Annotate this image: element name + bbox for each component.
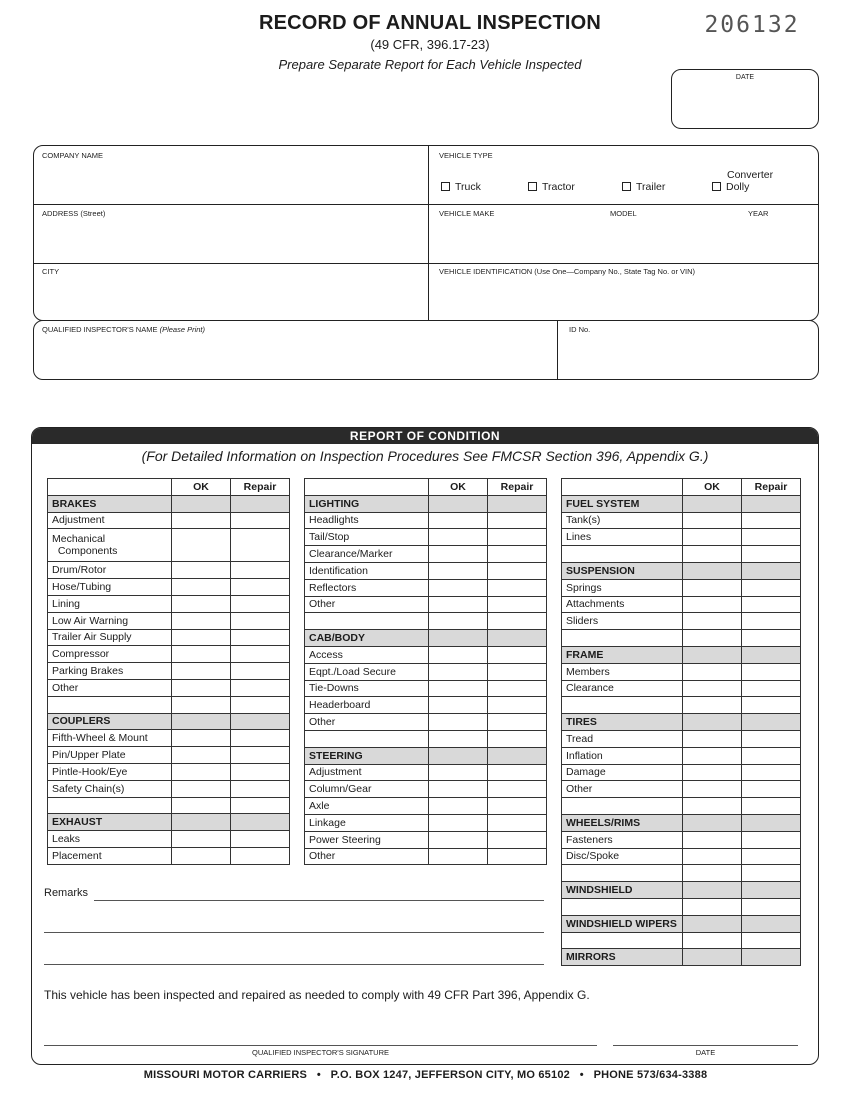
form-title: RECORD OF ANNUAL INSPECTION [258, 12, 602, 34]
inspector-section [33, 320, 819, 380]
item-label: Clearance/Marker [305, 546, 429, 563]
footer-org: MISSOURI MOTOR CARRIERS [143, 1069, 308, 1081]
sign-date-label: DATE [695, 1048, 716, 1057]
section-wheels-rims: WHEELS/RIMS [562, 814, 683, 831]
repair-cell[interactable] [742, 747, 801, 764]
ok-cell[interactable] [172, 679, 231, 696]
ok-header: OK [683, 479, 742, 496]
ok-cell[interactable] [429, 831, 488, 848]
checkbox-truck[interactable]: Truck [441, 181, 481, 193]
section-fuel-system: FUEL SYSTEM [562, 495, 683, 512]
signature-line[interactable] [44, 1045, 597, 1046]
repair-cell[interactable] [488, 680, 547, 697]
ok-cell[interactable] [429, 680, 488, 697]
item-label: Tie-Downs [305, 680, 429, 697]
ok-cell[interactable] [683, 781, 742, 798]
ok-cell[interactable] [683, 613, 742, 630]
item-label: Fifth-Wheel & Mount [48, 730, 172, 747]
serial-number: 206132 [704, 12, 800, 38]
item-label: Pin/Upper Plate [48, 747, 172, 764]
item-label: Tail/Stop [305, 529, 429, 546]
repair-header: Repair [231, 479, 290, 496]
repair-cell[interactable] [231, 612, 290, 629]
company-name-field[interactable] [36, 160, 426, 202]
item-label: Lines [562, 529, 683, 546]
ok-cell[interactable] [683, 764, 742, 781]
item-label: Sliders [562, 613, 683, 630]
repair-cell[interactable] [742, 730, 801, 747]
ok-cell[interactable] [683, 579, 742, 596]
repair-cell[interactable] [742, 663, 801, 680]
repair-cell[interactable] [231, 730, 290, 747]
ok-cell[interactable] [172, 595, 231, 612]
repair-cell[interactable] [231, 679, 290, 696]
ok-cell[interactable] [683, 747, 742, 764]
item-label: Lining [48, 595, 172, 612]
item-label: Other [562, 781, 683, 798]
ok-cell[interactable] [429, 596, 488, 613]
repair-cell[interactable] [742, 596, 801, 613]
checkbox-tractor[interactable]: Tractor [528, 181, 575, 193]
address-label: ADDRESS (Street) [42, 209, 106, 218]
ok-cell[interactable] [172, 629, 231, 646]
report-of-condition-section [31, 427, 819, 1065]
ok-cell[interactable] [429, 764, 488, 781]
item-label: Mechanical Components [48, 529, 172, 562]
date-label: DATE [735, 74, 755, 81]
ok-cell[interactable] [172, 763, 231, 780]
vehicle-make-model-year-field[interactable] [430, 218, 816, 260]
repair-cell[interactable] [488, 697, 547, 714]
ok-cell[interactable] [683, 529, 742, 546]
ok-cell[interactable] [683, 512, 742, 529]
section-steering: STEERING [305, 747, 429, 764]
repair-cell[interactable] [231, 763, 290, 780]
item-label: Damage [562, 764, 683, 781]
ok-cell[interactable] [683, 663, 742, 680]
item-label: Placement [48, 847, 172, 864]
repair-cell[interactable] [231, 847, 290, 864]
repair-cell[interactable] [231, 512, 290, 529]
checkbox-dolly[interactable]: Dolly [712, 181, 749, 193]
item-label: Members [562, 663, 683, 680]
ok-cell[interactable] [172, 579, 231, 596]
ok-cell[interactable] [172, 847, 231, 864]
ok-cell[interactable] [172, 612, 231, 629]
section-lighting: LIGHTING [305, 495, 429, 512]
item-label: Other [48, 679, 172, 696]
vehicle-type-label: VEHICLE TYPE [439, 151, 493, 160]
repair-cell[interactable] [742, 882, 801, 899]
item-label: Identification [305, 562, 429, 579]
item-label: Power Steering [305, 831, 429, 848]
repair-cell[interactable] [488, 714, 547, 731]
converter-label: Converter [727, 169, 774, 181]
item-label: Inflation [562, 747, 683, 764]
repair-cell[interactable] [488, 831, 547, 848]
repair-cell[interactable] [231, 747, 290, 764]
ok-cell[interactable] [429, 529, 488, 546]
item-label: Hose/Tubing [48, 579, 172, 596]
item-label: Fasteners [562, 831, 683, 848]
item-label: Springs [562, 579, 683, 596]
ok-cell[interactable] [683, 915, 742, 932]
repair-cell[interactable] [488, 562, 547, 579]
repair-cell[interactable] [231, 629, 290, 646]
ok-cell[interactable] [429, 714, 488, 731]
repair-cell[interactable] [488, 512, 547, 529]
ok-cell[interactable] [172, 663, 231, 680]
ok-cell[interactable] [429, 663, 488, 680]
ok-cell[interactable] [429, 546, 488, 563]
remarks-line-3[interactable] [44, 964, 544, 965]
repair-cell[interactable] [742, 781, 801, 798]
compliance-statement: This vehicle has been inspected and repaired as needed to comply with 49 CFR Part 396, Appendix G. [44, 988, 590, 1002]
ok-cell[interactable] [172, 780, 231, 797]
item-label: Column/Gear [305, 781, 429, 798]
inspector-id-field[interactable] [560, 334, 816, 377]
repair-cell[interactable] [742, 529, 801, 546]
date-field[interactable] [671, 69, 819, 129]
ok-cell[interactable] [683, 730, 742, 747]
footer [0, 1069, 851, 1081]
bullet-icon: • [579, 1069, 584, 1081]
signature-label: QUALIFIED INSPECTOR'S SIGNATURE [251, 1048, 389, 1057]
repair-cell[interactable] [742, 949, 801, 966]
ok-cell[interactable] [683, 882, 742, 899]
blank-header [48, 479, 172, 496]
ok-header: OK [429, 479, 488, 496]
item-label: Disc/Spoke [562, 848, 683, 865]
ok-cell[interactable] [172, 730, 231, 747]
sign-date-line[interactable] [613, 1045, 798, 1046]
item-label: Clearance [562, 680, 683, 697]
report-subheading: (For Detailed Information on Inspection Procedures See FMCSR Section 396, Appendix G.) [141, 448, 709, 464]
section-brakes: BRAKES [48, 495, 172, 512]
model-label: MODEL [610, 209, 637, 218]
remarks-line-1[interactable] [94, 900, 544, 901]
item-label: Linkage [305, 814, 429, 831]
item-label: Low Air Warning [48, 612, 172, 629]
ok-cell[interactable] [172, 646, 231, 663]
inspector-name-field[interactable] [36, 334, 554, 377]
item-label: Safety Chain(s) [48, 780, 172, 797]
ok-cell[interactable] [683, 949, 742, 966]
report-heading: REPORT OF CONDITION [32, 428, 818, 444]
ok-cell[interactable] [429, 579, 488, 596]
remarks-label: Remarks [44, 887, 89, 899]
repair-cell[interactable] [231, 831, 290, 848]
item-label: Other [305, 848, 429, 865]
section-windshield: WINDSHIELD [562, 882, 683, 899]
repair-cell[interactable] [231, 780, 290, 797]
repair-cell[interactable] [742, 848, 801, 865]
ok-cell[interactable] [429, 562, 488, 579]
city-label: CITY [42, 267, 60, 276]
section-suspension: SUSPENSION [562, 562, 683, 579]
remarks-line-2[interactable] [44, 932, 544, 933]
item-label: Leaks [48, 831, 172, 848]
item-label: Compressor [48, 646, 172, 663]
ok-cell[interactable] [683, 831, 742, 848]
repair-cell[interactable] [231, 579, 290, 596]
ok-cell[interactable] [683, 596, 742, 613]
item-label: Eqpt./Load Secure [305, 663, 429, 680]
checklist-column-3 [561, 478, 801, 966]
section-tires: TIRES [562, 714, 683, 731]
repair-cell[interactable] [488, 646, 547, 663]
repair-cell[interactable] [231, 562, 290, 579]
section-exhaust: EXHAUST [48, 814, 172, 831]
repair-cell[interactable] [488, 814, 547, 831]
ok-cell[interactable] [172, 747, 231, 764]
footer-address: P.O. BOX 1247, JEFFERSON CITY, MO 65102 [330, 1069, 570, 1081]
ok-cell[interactable] [172, 529, 231, 562]
checkbox-trailer[interactable]: Trailer [622, 181, 665, 193]
ok-cell[interactable] [429, 512, 488, 529]
item-label: Tank(s) [562, 512, 683, 529]
item-label: Axle [305, 798, 429, 815]
repair-cell[interactable] [231, 646, 290, 663]
item-label: Parking Brakes [48, 663, 172, 680]
item-label: Reflectors [305, 579, 429, 596]
address-field[interactable] [36, 218, 426, 260]
section-windshield-wipers: WINDSHIELD WIPERS [562, 915, 683, 932]
item-label: Adjustment [48, 512, 172, 529]
repair-cell[interactable] [488, 546, 547, 563]
section-cab-body: CAB/BODY [305, 630, 429, 647]
ok-cell[interactable] [429, 848, 488, 865]
inspector-name-label: QUALIFIED INSPECTOR'S NAME (Please Print) [42, 325, 206, 334]
item-label: Headerboard [305, 697, 429, 714]
vehicle-make-label: VEHICLE MAKE [439, 209, 495, 218]
repair-cell[interactable] [488, 663, 547, 680]
ok-cell[interactable] [683, 680, 742, 697]
footer-phone: PHONE 573/634-3388 [593, 1069, 708, 1081]
form-subtitle: Prepare Separate Report for Each Vehicle Inspected [278, 57, 582, 72]
repair-cell[interactable] [231, 663, 290, 680]
item-label: Access [305, 646, 429, 663]
repair-cell[interactable] [742, 764, 801, 781]
item-label: Tread [562, 730, 683, 747]
company-vehicle-section [33, 145, 819, 321]
ok-cell[interactable] [683, 848, 742, 865]
repair-cell[interactable] [742, 915, 801, 932]
section-couplers: COUPLERS [48, 713, 172, 730]
section-mirrors: MIRRORS [562, 949, 683, 966]
repair-cell[interactable] [488, 596, 547, 613]
ok-cell[interactable] [429, 646, 488, 663]
item-label: Adjustment [305, 764, 429, 781]
year-label: YEAR [748, 209, 769, 218]
item-label: Drum/Rotor [48, 562, 172, 579]
item-label: Trailer Air Supply [48, 629, 172, 646]
item-label: Pintle-Hook/Eye [48, 763, 172, 780]
ok-cell[interactable] [429, 781, 488, 798]
ok-cell[interactable] [429, 814, 488, 831]
city-field[interactable] [36, 276, 426, 318]
ok-header: OK [172, 479, 231, 496]
vehicle-id-label: VEHICLE IDENTIFICATION (Use One—Company No., State Tag No. or VIN) [439, 267, 696, 276]
repair-header: Repair [488, 479, 547, 496]
cfr-reference: (49 CFR, 396.17-23) [370, 37, 490, 52]
vehicle-id-field[interactable] [430, 276, 816, 318]
repair-cell[interactable] [488, 798, 547, 815]
item-label: Headlights [305, 512, 429, 529]
repair-cell[interactable] [742, 613, 801, 630]
repair-cell[interactable] [488, 781, 547, 798]
checklist-column-1 [47, 478, 290, 865]
ok-cell[interactable] [429, 697, 488, 714]
ok-cell[interactable] [172, 831, 231, 848]
item-label: Other [305, 714, 429, 731]
item-label: Other [305, 596, 429, 613]
repair-cell[interactable] [742, 512, 801, 529]
ok-cell[interactable] [172, 562, 231, 579]
checklist-column-2 [304, 478, 547, 865]
repair-cell[interactable] [231, 595, 290, 612]
repair-cell[interactable] [742, 579, 801, 596]
bullet-icon: • [316, 1069, 321, 1081]
company-name-label: COMPANY NAME [42, 151, 103, 160]
repair-cell[interactable] [231, 529, 290, 562]
repair-cell[interactable] [488, 764, 547, 781]
section-frame: FRAME [562, 646, 683, 663]
repair-cell[interactable] [488, 529, 547, 546]
ok-cell[interactable] [172, 512, 231, 529]
inspector-id-label: ID No. [569, 325, 591, 334]
repair-cell[interactable] [742, 831, 801, 848]
repair-cell[interactable] [742, 680, 801, 697]
repair-cell[interactable] [488, 579, 547, 596]
ok-cell[interactable] [429, 798, 488, 815]
repair-cell[interactable] [488, 848, 547, 865]
repair-header: Repair [742, 479, 801, 496]
item-label: Attachments [562, 596, 683, 613]
